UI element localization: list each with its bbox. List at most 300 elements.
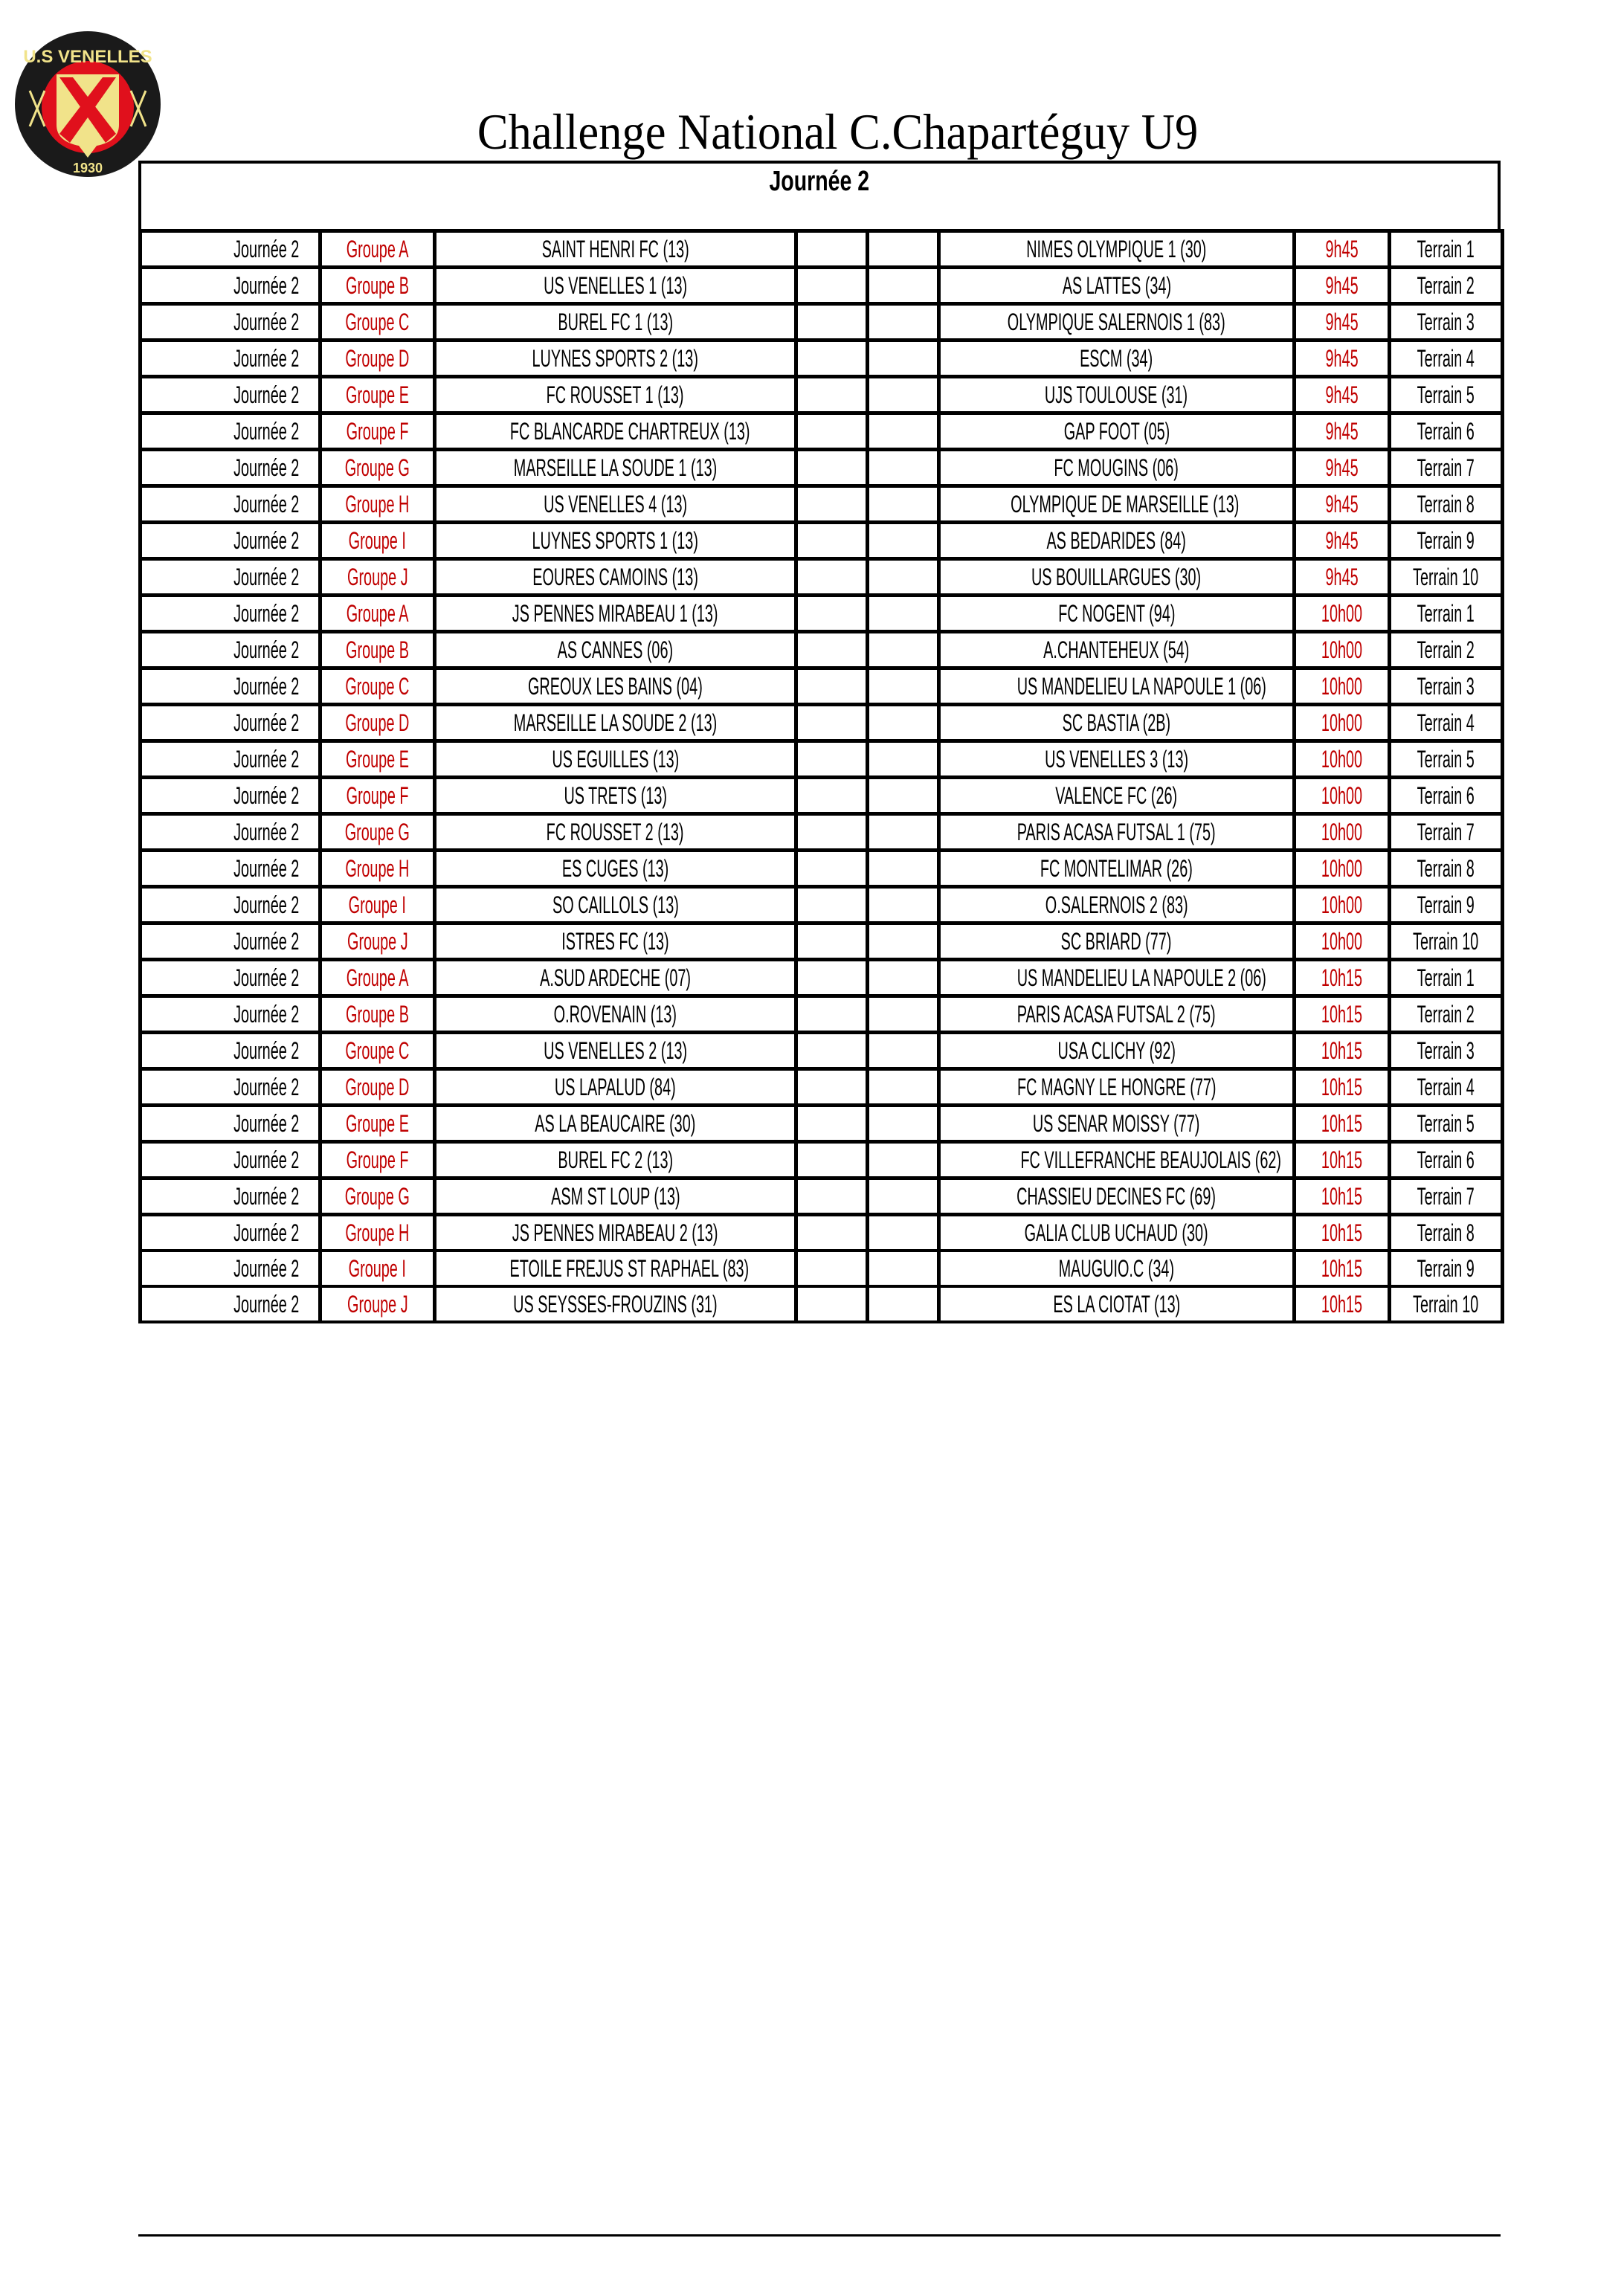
home-team-cell [435, 814, 796, 851]
match-day: Journée 2 [233, 854, 299, 882]
away-team-cell [939, 450, 1295, 486]
away-team-cell [939, 887, 1295, 923]
score-away-cell [868, 851, 939, 887]
match-day: Journée 2 [233, 599, 299, 627]
kickoff-time-cell [1295, 1069, 1390, 1106]
kickoff-time-cell [1295, 887, 1390, 923]
away-team: GALIA CLUB UCHAUD (30) [1025, 1219, 1208, 1246]
kickoff-time: 10h00 [1321, 745, 1363, 773]
away-team: SC BRIARD (77) [1061, 927, 1172, 955]
away-team-cell [939, 705, 1295, 741]
field-number-cell [1390, 523, 1503, 559]
day-banner [138, 161, 1501, 229]
away-team-cell [939, 231, 1295, 268]
away-team: FC MONTELIMAR (26) [1040, 854, 1193, 882]
match-day-cell [141, 705, 320, 741]
match-group-cell [320, 1286, 435, 1322]
away-team-cell [939, 1286, 1295, 1322]
match-group-cell [320, 1106, 435, 1142]
match-day: Journée 2 [233, 308, 299, 335]
away-team-cell [939, 1069, 1295, 1106]
home-team: SO CAILLOLS (13) [552, 891, 679, 918]
match-day-cell [141, 851, 320, 887]
kickoff-time: 9h45 [1325, 344, 1359, 372]
match-group: Groupe I [348, 891, 407, 918]
home-team-cell [435, 668, 796, 705]
score-home-cell [796, 304, 868, 341]
away-team: FC VILLEFRANCHE BEAUJOLAIS (62) [1020, 1146, 1282, 1173]
kickoff-time-cell [1295, 596, 1390, 632]
kickoff-time-cell [1295, 377, 1390, 413]
kickoff-time-cell [1295, 413, 1390, 450]
kickoff-time-cell [1295, 1251, 1390, 1286]
field-number: Terrain 6 [1417, 1146, 1475, 1173]
field-number-cell [1390, 341, 1503, 377]
field-number: Terrain 4 [1417, 1073, 1475, 1100]
home-team-cell [435, 304, 796, 341]
match-day: Journée 2 [233, 344, 299, 372]
home-team-cell [435, 1215, 796, 1251]
score-home-cell [796, 668, 868, 705]
kickoff-time: 10h15 [1321, 964, 1363, 991]
match-group: Groupe J [347, 927, 408, 955]
score-home-cell [796, 996, 868, 1033]
match-group: Groupe J [347, 1290, 408, 1318]
score-away-cell [868, 1106, 939, 1142]
field-number-cell [1390, 1215, 1503, 1251]
field-number-cell [1390, 1106, 1503, 1142]
match-day-cell [141, 596, 320, 632]
match-group: Groupe I [348, 526, 407, 554]
field-number: Terrain 4 [1417, 344, 1475, 372]
score-away-cell [868, 668, 939, 705]
match-day: Journée 2 [233, 490, 299, 517]
home-team-cell [435, 1286, 796, 1322]
day-banner-label: Journée 2 [769, 166, 870, 197]
field-number: Terrain 8 [1417, 1219, 1475, 1246]
match-group-cell [320, 887, 435, 923]
field-number: Terrain 8 [1417, 490, 1475, 517]
match-group-cell [320, 1215, 435, 1251]
score-away-cell [868, 268, 939, 304]
field-number: Terrain 9 [1417, 891, 1475, 918]
match-group: Groupe H [345, 854, 410, 882]
home-team-cell [435, 1251, 796, 1286]
home-team-cell [435, 413, 796, 450]
match-day: Journée 2 [233, 417, 299, 445]
away-team-cell [939, 559, 1295, 596]
match-row [141, 996, 1503, 1033]
field-number: Terrain 4 [1417, 709, 1475, 736]
away-team-cell [939, 996, 1295, 1033]
away-team: ESCM (34) [1080, 344, 1153, 372]
match-row [141, 268, 1503, 304]
kickoff-time: 9h45 [1325, 454, 1359, 481]
home-team: ASM ST LOUP (13) [550, 1182, 680, 1210]
score-away-cell [868, 1286, 939, 1322]
kickoff-time-cell [1295, 231, 1390, 268]
home-team-cell [435, 1106, 796, 1142]
score-away-cell [868, 341, 939, 377]
away-team: FC MAGNY LE HONGRE (77) [1016, 1073, 1217, 1100]
away-team-cell [939, 486, 1295, 523]
match-day: Journée 2 [233, 709, 299, 736]
home-team: BUREL FC 2 (13) [558, 1146, 673, 1173]
score-home-cell [796, 778, 868, 814]
match-day-cell [141, 887, 320, 923]
match-group: Groupe G [344, 1182, 410, 1210]
match-day-cell [141, 268, 320, 304]
field-number-cell [1390, 705, 1503, 741]
match-group-cell [320, 377, 435, 413]
field-number: Terrain 9 [1417, 1254, 1475, 1282]
away-team: A.CHANTEHEUX (54) [1043, 636, 1190, 663]
kickoff-time: 10h15 [1321, 1000, 1363, 1028]
match-day: Journée 2 [233, 927, 299, 955]
score-home-cell [796, 887, 868, 923]
kickoff-time: 10h15 [1321, 1219, 1363, 1246]
home-team: US VENELLES 4 (13) [544, 490, 687, 517]
field-number: Terrain 2 [1417, 271, 1475, 299]
match-day-cell [141, 1069, 320, 1106]
match-group-cell [320, 705, 435, 741]
match-group-cell [320, 523, 435, 559]
kickoff-time: 10h00 [1321, 709, 1363, 736]
score-away-cell [868, 887, 939, 923]
match-row [141, 450, 1503, 486]
away-team: ES LA CIOTAT (13) [1053, 1290, 1180, 1318]
score-away-cell [868, 450, 939, 486]
match-row [141, 1178, 1503, 1215]
match-row [141, 596, 1503, 632]
home-team-cell [435, 1033, 796, 1069]
score-away-cell [868, 1215, 939, 1251]
field-number: Terrain 5 [1417, 381, 1475, 408]
kickoff-time-cell [1295, 741, 1390, 778]
match-day: Journée 2 [233, 563, 299, 590]
away-team: PARIS ACASA FUTSAL 2 (75) [1017, 1000, 1216, 1028]
home-team-cell [435, 231, 796, 268]
field-number: Terrain 1 [1417, 599, 1475, 627]
away-team-cell [939, 923, 1295, 960]
home-team: JS PENNES MIRABEAU 1 (13) [512, 599, 718, 627]
match-day: Journée 2 [233, 1219, 299, 1246]
away-team-cell [939, 668, 1295, 705]
score-away-cell [868, 486, 939, 523]
away-team-cell [939, 596, 1295, 632]
away-team: US SENAR MOISSY (77) [1033, 1109, 1200, 1137]
away-team: OLYMPIQUE SALERNOIS 1 (83) [1008, 308, 1225, 335]
away-team-cell [939, 851, 1295, 887]
home-team: EOURES CAMOINS (13) [532, 563, 698, 590]
score-away-cell [868, 559, 939, 596]
home-team-cell [435, 486, 796, 523]
match-day: Journée 2 [233, 1073, 299, 1100]
schedule-sheet [138, 161, 1501, 1323]
score-away-cell [868, 1178, 939, 1215]
score-away-cell [868, 231, 939, 268]
match-day: Journée 2 [233, 672, 299, 700]
match-day-cell [141, 304, 320, 341]
away-team-cell [939, 268, 1295, 304]
match-day-cell [141, 1178, 320, 1215]
match-row [141, 923, 1503, 960]
match-day: Journée 2 [233, 1000, 299, 1028]
match-group: Groupe D [345, 344, 410, 372]
score-away-cell [868, 523, 939, 559]
kickoff-time-cell [1295, 632, 1390, 668]
kickoff-time-cell [1295, 851, 1390, 887]
field-number-cell [1390, 1178, 1503, 1215]
field-number-cell [1390, 851, 1503, 887]
match-day: Journée 2 [233, 1109, 299, 1137]
away-team-cell [939, 960, 1295, 996]
field-number: Terrain 10 [1413, 927, 1479, 955]
away-team: US MANDELIEU LA NAPOULE 2 (06) [1016, 964, 1266, 991]
home-team-cell [435, 450, 796, 486]
match-day: Journée 2 [233, 818, 299, 845]
score-home-cell [796, 741, 868, 778]
home-team: A.SUD ARDECHE (07) [540, 964, 691, 991]
field-number: Terrain 7 [1417, 454, 1475, 481]
match-day-cell [141, 1033, 320, 1069]
home-team: FC ROUSSET 2 (13) [547, 818, 684, 845]
score-home-cell [796, 923, 868, 960]
match-day: Journée 2 [233, 526, 299, 554]
field-number-cell [1390, 778, 1503, 814]
match-day-cell [141, 486, 320, 523]
match-day: Journée 2 [233, 636, 299, 663]
match-group-cell [320, 632, 435, 668]
score-away-cell [868, 960, 939, 996]
away-team: AS BEDARIDES (84) [1046, 526, 1187, 554]
match-row [141, 486, 1503, 523]
away-team-cell [939, 814, 1295, 851]
match-day: Journée 2 [233, 271, 299, 299]
match-group-cell [320, 559, 435, 596]
match-table [138, 229, 1504, 1323]
kickoff-time-cell [1295, 1215, 1390, 1251]
match-group-cell [320, 268, 435, 304]
away-team: NIMES OLYMPIQUE 1 (30) [1026, 235, 1207, 262]
away-team: USA CLICHY (92) [1057, 1036, 1176, 1064]
score-away-cell [868, 814, 939, 851]
score-home-cell [796, 523, 868, 559]
match-group-cell [320, 851, 435, 887]
field-number-cell [1390, 996, 1503, 1033]
kickoff-time: 9h45 [1325, 381, 1359, 408]
away-team: GAP FOOT (05) [1063, 417, 1170, 445]
match-row [141, 377, 1503, 413]
match-day-cell [141, 814, 320, 851]
kickoff-time: 10h00 [1321, 891, 1363, 918]
score-home-cell [796, 377, 868, 413]
match-group-cell [320, 996, 435, 1033]
kickoff-time: 10h00 [1321, 927, 1363, 955]
match-row [141, 1142, 1503, 1178]
field-number-cell [1390, 887, 1503, 923]
score-away-cell [868, 413, 939, 450]
away-team: O.SALERNOIS 2 (83) [1045, 891, 1188, 918]
home-team: SAINT HENRI FC (13) [541, 235, 689, 262]
match-day-cell [141, 450, 320, 486]
away-team-cell [939, 741, 1295, 778]
field-number-cell [1390, 231, 1503, 268]
away-team: US VENELLES 3 (13) [1045, 745, 1188, 773]
home-team: LUYNES SPORTS 2 (13) [532, 344, 699, 372]
match-group: Groupe E [346, 381, 409, 408]
field-number: Terrain 2 [1417, 1000, 1475, 1028]
away-team-cell [939, 778, 1295, 814]
match-day-cell [141, 778, 320, 814]
kickoff-time-cell [1295, 996, 1390, 1033]
away-team-cell [939, 1251, 1295, 1286]
home-team: ETOILE FREJUS ST RAPHAEL (83) [509, 1254, 750, 1282]
match-day: Journée 2 [233, 781, 299, 809]
field-number: Terrain 7 [1417, 1182, 1475, 1210]
kickoff-time: 10h00 [1321, 818, 1363, 845]
match-group: Groupe A [346, 964, 409, 991]
field-number: Terrain 1 [1417, 235, 1475, 262]
score-home-cell [796, 596, 868, 632]
away-team: FC NOGENT (94) [1057, 599, 1176, 627]
score-home-cell [796, 413, 868, 450]
home-team: US VENELLES 1 (13) [544, 271, 687, 299]
score-away-cell [868, 1251, 939, 1286]
score-home-cell [796, 1286, 868, 1322]
away-team: AS LATTES (34) [1062, 271, 1171, 299]
home-team: MARSEILLE LA SOUDE 2 (13) [513, 709, 718, 736]
away-team-cell [939, 1033, 1295, 1069]
score-away-cell [868, 1142, 939, 1178]
match-row [141, 851, 1503, 887]
score-away-cell [868, 923, 939, 960]
home-team: US VENELLES 2 (13) [544, 1036, 687, 1064]
home-team: BUREL FC 1 (13) [558, 308, 673, 335]
home-team: MARSEILLE LA SOUDE 1 (13) [513, 454, 718, 481]
match-group: Groupe J [347, 563, 408, 590]
match-day-cell [141, 1286, 320, 1322]
score-home-cell [796, 1251, 868, 1286]
home-team: US EGUILLES (13) [552, 745, 679, 773]
away-team-cell [939, 523, 1295, 559]
home-team-cell [435, 377, 796, 413]
match-day: Journée 2 [233, 1254, 299, 1282]
field-number-cell [1390, 486, 1503, 523]
match-day-cell [141, 741, 320, 778]
field-number: Terrain 7 [1417, 818, 1475, 845]
kickoff-time: 9h45 [1325, 271, 1359, 299]
match-group: Groupe A [346, 235, 409, 262]
field-number: Terrain 3 [1417, 308, 1475, 335]
match-day-cell [141, 668, 320, 705]
field-number-cell [1390, 377, 1503, 413]
kickoff-time-cell [1295, 778, 1390, 814]
home-team-cell [435, 887, 796, 923]
home-team: US SEYSSES-FROUZINS (31) [513, 1290, 718, 1318]
score-away-cell [868, 996, 939, 1033]
score-home-cell [796, 1033, 868, 1069]
score-home-cell [796, 632, 868, 668]
field-number-cell [1390, 960, 1503, 996]
home-team: US LAPALUD (84) [555, 1073, 676, 1100]
home-team: ISTRES FC (13) [561, 927, 669, 955]
kickoff-time: 9h45 [1325, 308, 1359, 335]
match-day: Journée 2 [233, 1290, 299, 1318]
match-group: Groupe E [346, 1109, 409, 1137]
kickoff-time: 10h00 [1321, 599, 1363, 627]
field-number: Terrain 10 [1413, 1290, 1479, 1318]
field-number: Terrain 3 [1417, 1036, 1475, 1064]
match-day-cell [141, 923, 320, 960]
kickoff-time-cell [1295, 486, 1390, 523]
match-day-cell [141, 341, 320, 377]
away-team: CHASSIEU DECINES FC (69) [1016, 1182, 1217, 1210]
away-team: MAUGUIO.C (34) [1058, 1254, 1175, 1282]
match-group-cell [320, 1033, 435, 1069]
match-row [141, 559, 1503, 596]
home-team: LUYNES SPORTS 1 (13) [532, 526, 699, 554]
field-number: Terrain 1 [1417, 964, 1475, 991]
home-team-cell [435, 996, 796, 1033]
kickoff-time-cell [1295, 960, 1390, 996]
score-away-cell [868, 304, 939, 341]
match-group: Groupe B [346, 636, 409, 663]
kickoff-time-cell [1295, 1286, 1390, 1322]
kickoff-time-cell [1295, 268, 1390, 304]
away-team: US BOUILLARGUES (30) [1031, 563, 1202, 590]
field-number: Terrain 3 [1417, 672, 1475, 700]
match-day-cell [141, 1142, 320, 1178]
match-group: Groupe C [345, 308, 410, 335]
score-home-cell [796, 1142, 868, 1178]
kickoff-time: 10h00 [1321, 854, 1363, 882]
match-row [141, 1251, 1503, 1286]
kickoff-time-cell [1295, 304, 1390, 341]
field-number-cell [1390, 1069, 1503, 1106]
score-home-cell [796, 268, 868, 304]
home-team-cell [435, 1178, 796, 1215]
match-row [141, 668, 1503, 705]
match-day-cell [141, 413, 320, 450]
logo-year: 1930 [72, 161, 103, 175]
home-team: JS PENNES MIRABEAU 2 (13) [512, 1219, 718, 1246]
match-group-cell [320, 304, 435, 341]
kickoff-time-cell [1295, 668, 1390, 705]
match-day-cell [141, 231, 320, 268]
match-day: Journée 2 [233, 1182, 299, 1210]
away-team: US MANDELIEU LA NAPOULE 1 (06) [1016, 672, 1266, 700]
home-team: ES CUGES (13) [561, 854, 669, 882]
field-number-cell [1390, 268, 1503, 304]
field-number-cell [1390, 668, 1503, 705]
kickoff-time-cell [1295, 341, 1390, 377]
field-number: Terrain 5 [1417, 745, 1475, 773]
match-day: Journée 2 [233, 891, 299, 918]
away-team-cell [939, 1106, 1295, 1142]
away-team-cell [939, 413, 1295, 450]
away-team-cell [939, 377, 1295, 413]
away-team-cell [939, 632, 1295, 668]
away-team: PARIS ACASA FUTSAL 1 (75) [1017, 818, 1216, 845]
away-team: FC MOUGINS (06) [1054, 454, 1179, 481]
kickoff-time: 10h15 [1321, 1254, 1363, 1282]
match-group-cell [320, 341, 435, 377]
kickoff-time-cell [1295, 523, 1390, 559]
kickoff-time: 9h45 [1325, 417, 1359, 445]
kickoff-time: 9h45 [1325, 563, 1359, 590]
match-row [141, 1069, 1503, 1106]
